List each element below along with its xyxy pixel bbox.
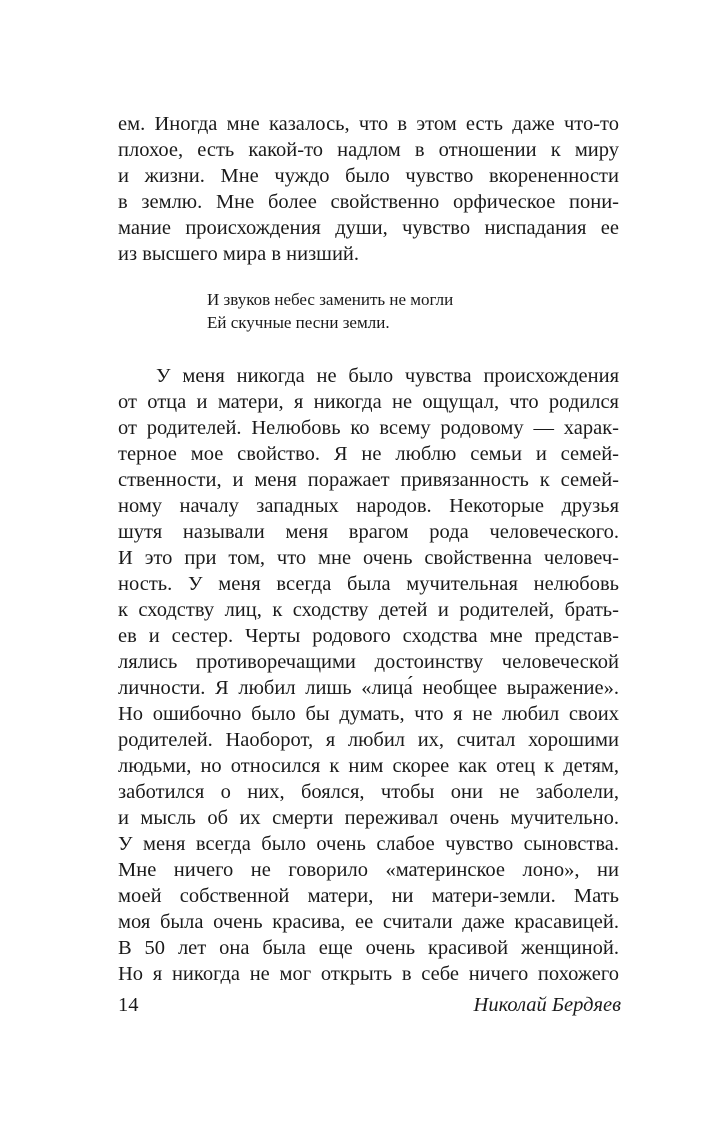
text-line: заботился о них, боялся, чтобы они не заболели, bbox=[118, 781, 619, 803]
text-line: и мысль об их смерти переживал очень мучительно. bbox=[118, 807, 619, 829]
text-line: родителей. Наоборот, я любил их, считал хорошими bbox=[118, 729, 619, 751]
text-line: У меня всегда было очень слабое чувство сыновства. bbox=[118, 833, 619, 855]
verse-line: И звуков небес заменить не могли bbox=[207, 290, 454, 309]
text-line: ственности, и меня поражает привязанность к семей- bbox=[118, 469, 619, 491]
text-line: И это при том, что мне очень свойственна человеч- bbox=[118, 547, 619, 569]
text-line: ем. Иногда мне казалось, что в этом есть даже что-то bbox=[118, 113, 619, 135]
book-page bbox=[118, 0, 619, 1122]
text-line: ев и сестер. Черты родового сходства мне представ- bbox=[118, 625, 619, 647]
text-line: к сходству лиц, к сходству детей и родителей, брать- bbox=[118, 599, 619, 621]
text-line: У меня никогда не было чувства происхождения bbox=[156, 365, 619, 387]
text-line: от родителей. Нелюбовь ко всему родовому — харак- bbox=[118, 417, 619, 439]
text-line: Но ошибочно было бы думать, что я не любил своих bbox=[118, 703, 619, 725]
page-number: 14 bbox=[118, 994, 139, 1016]
text-line: в землю. Мне более свойственно орфическое пони- bbox=[118, 191, 619, 213]
text-line: Но я никогда не мог открыть в себе ничего похожего bbox=[118, 963, 619, 985]
text-line: моей собственной матери, ни матери-земли. Мать bbox=[118, 885, 619, 907]
text-line: Мне ничего не говорило «материнское лоно», ни bbox=[118, 859, 619, 881]
paragraph-1 bbox=[118, 111, 619, 267]
text-line: лялись противоречащими достоинству человеческой bbox=[118, 651, 619, 673]
text-line: от отца и матери, я никогда не ощущал, что родился bbox=[118, 391, 619, 413]
text-line: мание происхождения души, чувство ниспадания ее bbox=[118, 217, 619, 239]
text-line: В 50 лет она была еще очень красивой женщиной. bbox=[118, 937, 619, 959]
running-footer-author: Николай Бердяев bbox=[473, 994, 621, 1016]
text-line: и жизни. Мне чуждо было чувство вкорененности bbox=[118, 165, 619, 187]
text-line: моя была очень красива, ее считали даже красавицей. bbox=[118, 911, 619, 933]
text-line: ному началу западных народов. Некоторые друзья bbox=[118, 495, 619, 517]
text-line: шутя называли меня врагом рода человеческого. bbox=[118, 521, 619, 543]
text-line: из высшего мира в низший. bbox=[118, 243, 360, 265]
text-line: людьми, но относился к ним скорее как отец к детям, bbox=[118, 755, 619, 777]
text-line: плохое, есть какой-то надлом в отношении к миру bbox=[118, 139, 619, 161]
paragraph-2 bbox=[118, 363, 619, 987]
text-line: ность. У меня всегда была мучительная нелюбовь bbox=[118, 573, 619, 595]
text-line: личности. Я любил лишь «лица́ необщее выражение». bbox=[118, 677, 619, 699]
text-line: терное мое свойство. Я не люблю семьи и семей- bbox=[118, 443, 619, 465]
verse-line: Ей скучные песни земли. bbox=[207, 313, 390, 332]
verse-quote bbox=[207, 288, 453, 334]
